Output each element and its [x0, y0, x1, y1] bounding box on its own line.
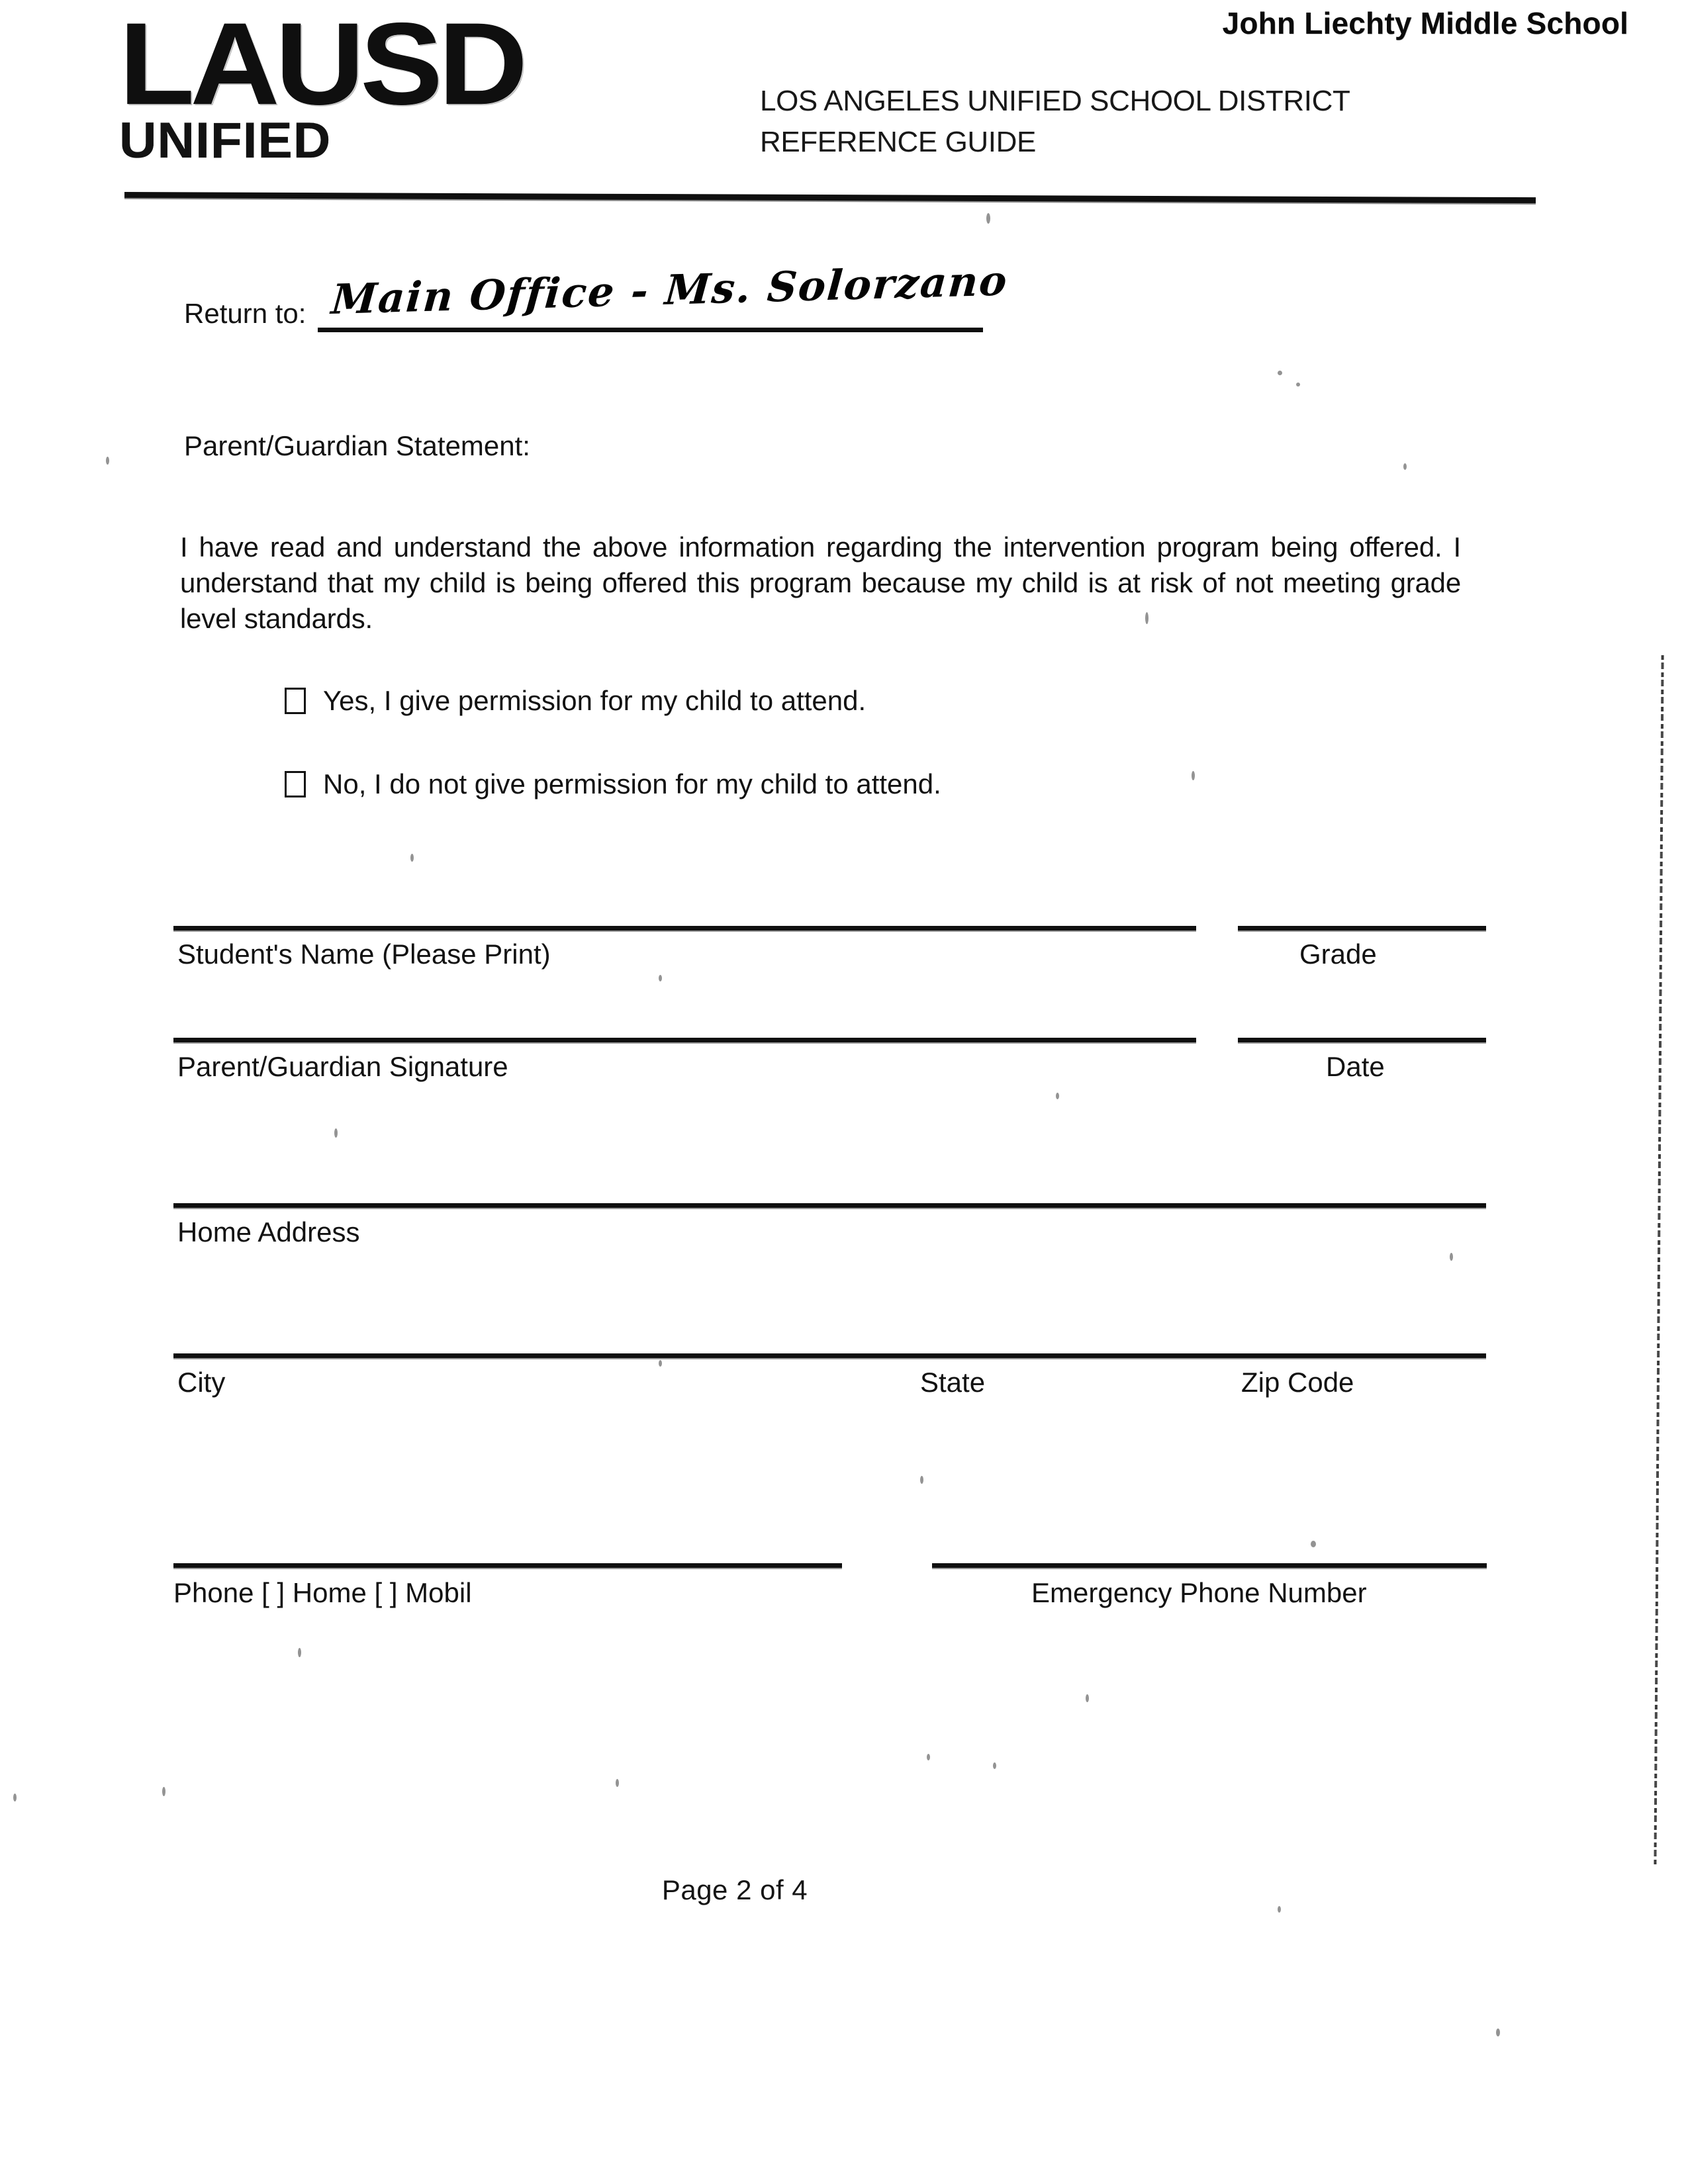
scan-speck — [1086, 1694, 1089, 1702]
return-to-row — [184, 256, 1010, 332]
lausd-logo-wordmark: LAUSD — [119, 0, 524, 129]
reference-guide-title: REFERENCE GUIDE — [760, 126, 1036, 158]
grade-label: Grade — [1299, 938, 1377, 970]
date-label: Date — [1326, 1051, 1385, 1082]
scan-speck — [1450, 1253, 1453, 1261]
emergency-phone-label: Emergency Phone Number — [1031, 1577, 1367, 1608]
permission-choice-no-label: No, I do not give permission for my child to attend. — [323, 768, 941, 799]
scan-speck — [986, 213, 990, 224]
zip-code-label: Zip Code — [1241, 1367, 1354, 1398]
scan-speck — [1296, 383, 1300, 387]
district-title: LOS ANGELES UNIFIED SCHOOL DISTRICT — [760, 85, 1350, 117]
state-label: State — [920, 1367, 986, 1398]
checkbox-yes-icon[interactable] — [285, 688, 306, 714]
scan-speck — [993, 1762, 996, 1769]
permission-choices — [285, 685, 1410, 852]
scan-speck — [659, 975, 662, 981]
page-footer — [0, 1874, 1688, 1906]
parent-guardian-statement-body: I have read and understand the above information regarding the intervention program being offered. I understand that my child is being offered this program because my child is at risk of not meeting grade level standards. — [180, 531, 1461, 635]
scan-speck — [659, 1360, 662, 1367]
phone-input-rule[interactable] — [173, 1563, 842, 1568]
scan-artifact-edge-line — [1654, 655, 1664, 1866]
scan-speck — [106, 457, 109, 465]
scan-speck — [1278, 1906, 1281, 1913]
scan-speck — [1056, 1093, 1059, 1099]
return-to-handwritten-value: Main Office - Ms. Solorzano — [330, 256, 1010, 324]
scan-speck — [927, 1754, 930, 1760]
scan-speck — [410, 854, 414, 862]
student-name-label: Student's Name (Please Print) — [177, 938, 551, 970]
return-to-field[interactable] — [318, 256, 1010, 332]
home-address-input-rule[interactable] — [173, 1203, 1486, 1208]
header-divider-rule — [124, 192, 1536, 203]
city-label: City — [177, 1367, 226, 1398]
emergency-phone-input-rule[interactable] — [932, 1563, 1487, 1568]
parent-signature-input-rule[interactable] — [173, 1038, 1196, 1042]
scan-speck — [334, 1128, 338, 1138]
home-address-label: Home Address — [177, 1216, 360, 1248]
page-number-label: Page 2 of 4 — [661, 1874, 808, 1905]
scan-speck — [920, 1476, 923, 1484]
scan-speck — [1311, 1541, 1316, 1547]
scan-speck — [1403, 463, 1407, 470]
date-input-rule[interactable] — [1238, 1038, 1486, 1042]
return-to-label: Return to: — [184, 298, 306, 329]
phone-label: Phone [ ] Home [ ] Mobil — [173, 1577, 472, 1608]
permission-choice-yes[interactable] — [285, 685, 1410, 717]
city-state-zip-input-rule[interactable] — [173, 1353, 1486, 1358]
scan-speck — [298, 1648, 301, 1657]
scan-speck — [1145, 612, 1149, 624]
grade-input-rule[interactable] — [1238, 926, 1486, 931]
scan-speck — [1278, 371, 1282, 375]
parent-guardian-statement-heading: Parent/Guardian Statement: — [184, 430, 530, 461]
permission-choice-no[interactable] — [285, 768, 1410, 800]
scan-speck — [1496, 2028, 1500, 2036]
parent-signature-label: Parent/Guardian Signature — [177, 1051, 508, 1082]
scan-speck — [162, 1787, 165, 1796]
scan-speck — [13, 1794, 17, 1801]
checkbox-no-icon[interactable] — [285, 771, 306, 797]
lausd-logo — [119, 0, 602, 169]
scan-speck — [616, 1779, 619, 1787]
permission-choice-yes-label: Yes, I give permission for my child to attend. — [323, 685, 867, 716]
school-name-heading: John Liechty Middle School — [1222, 6, 1628, 40]
scan-speck — [1192, 771, 1195, 780]
student-name-input-rule[interactable] — [173, 926, 1196, 931]
lausd-logo-subtext: UNIFIED — [119, 113, 332, 169]
